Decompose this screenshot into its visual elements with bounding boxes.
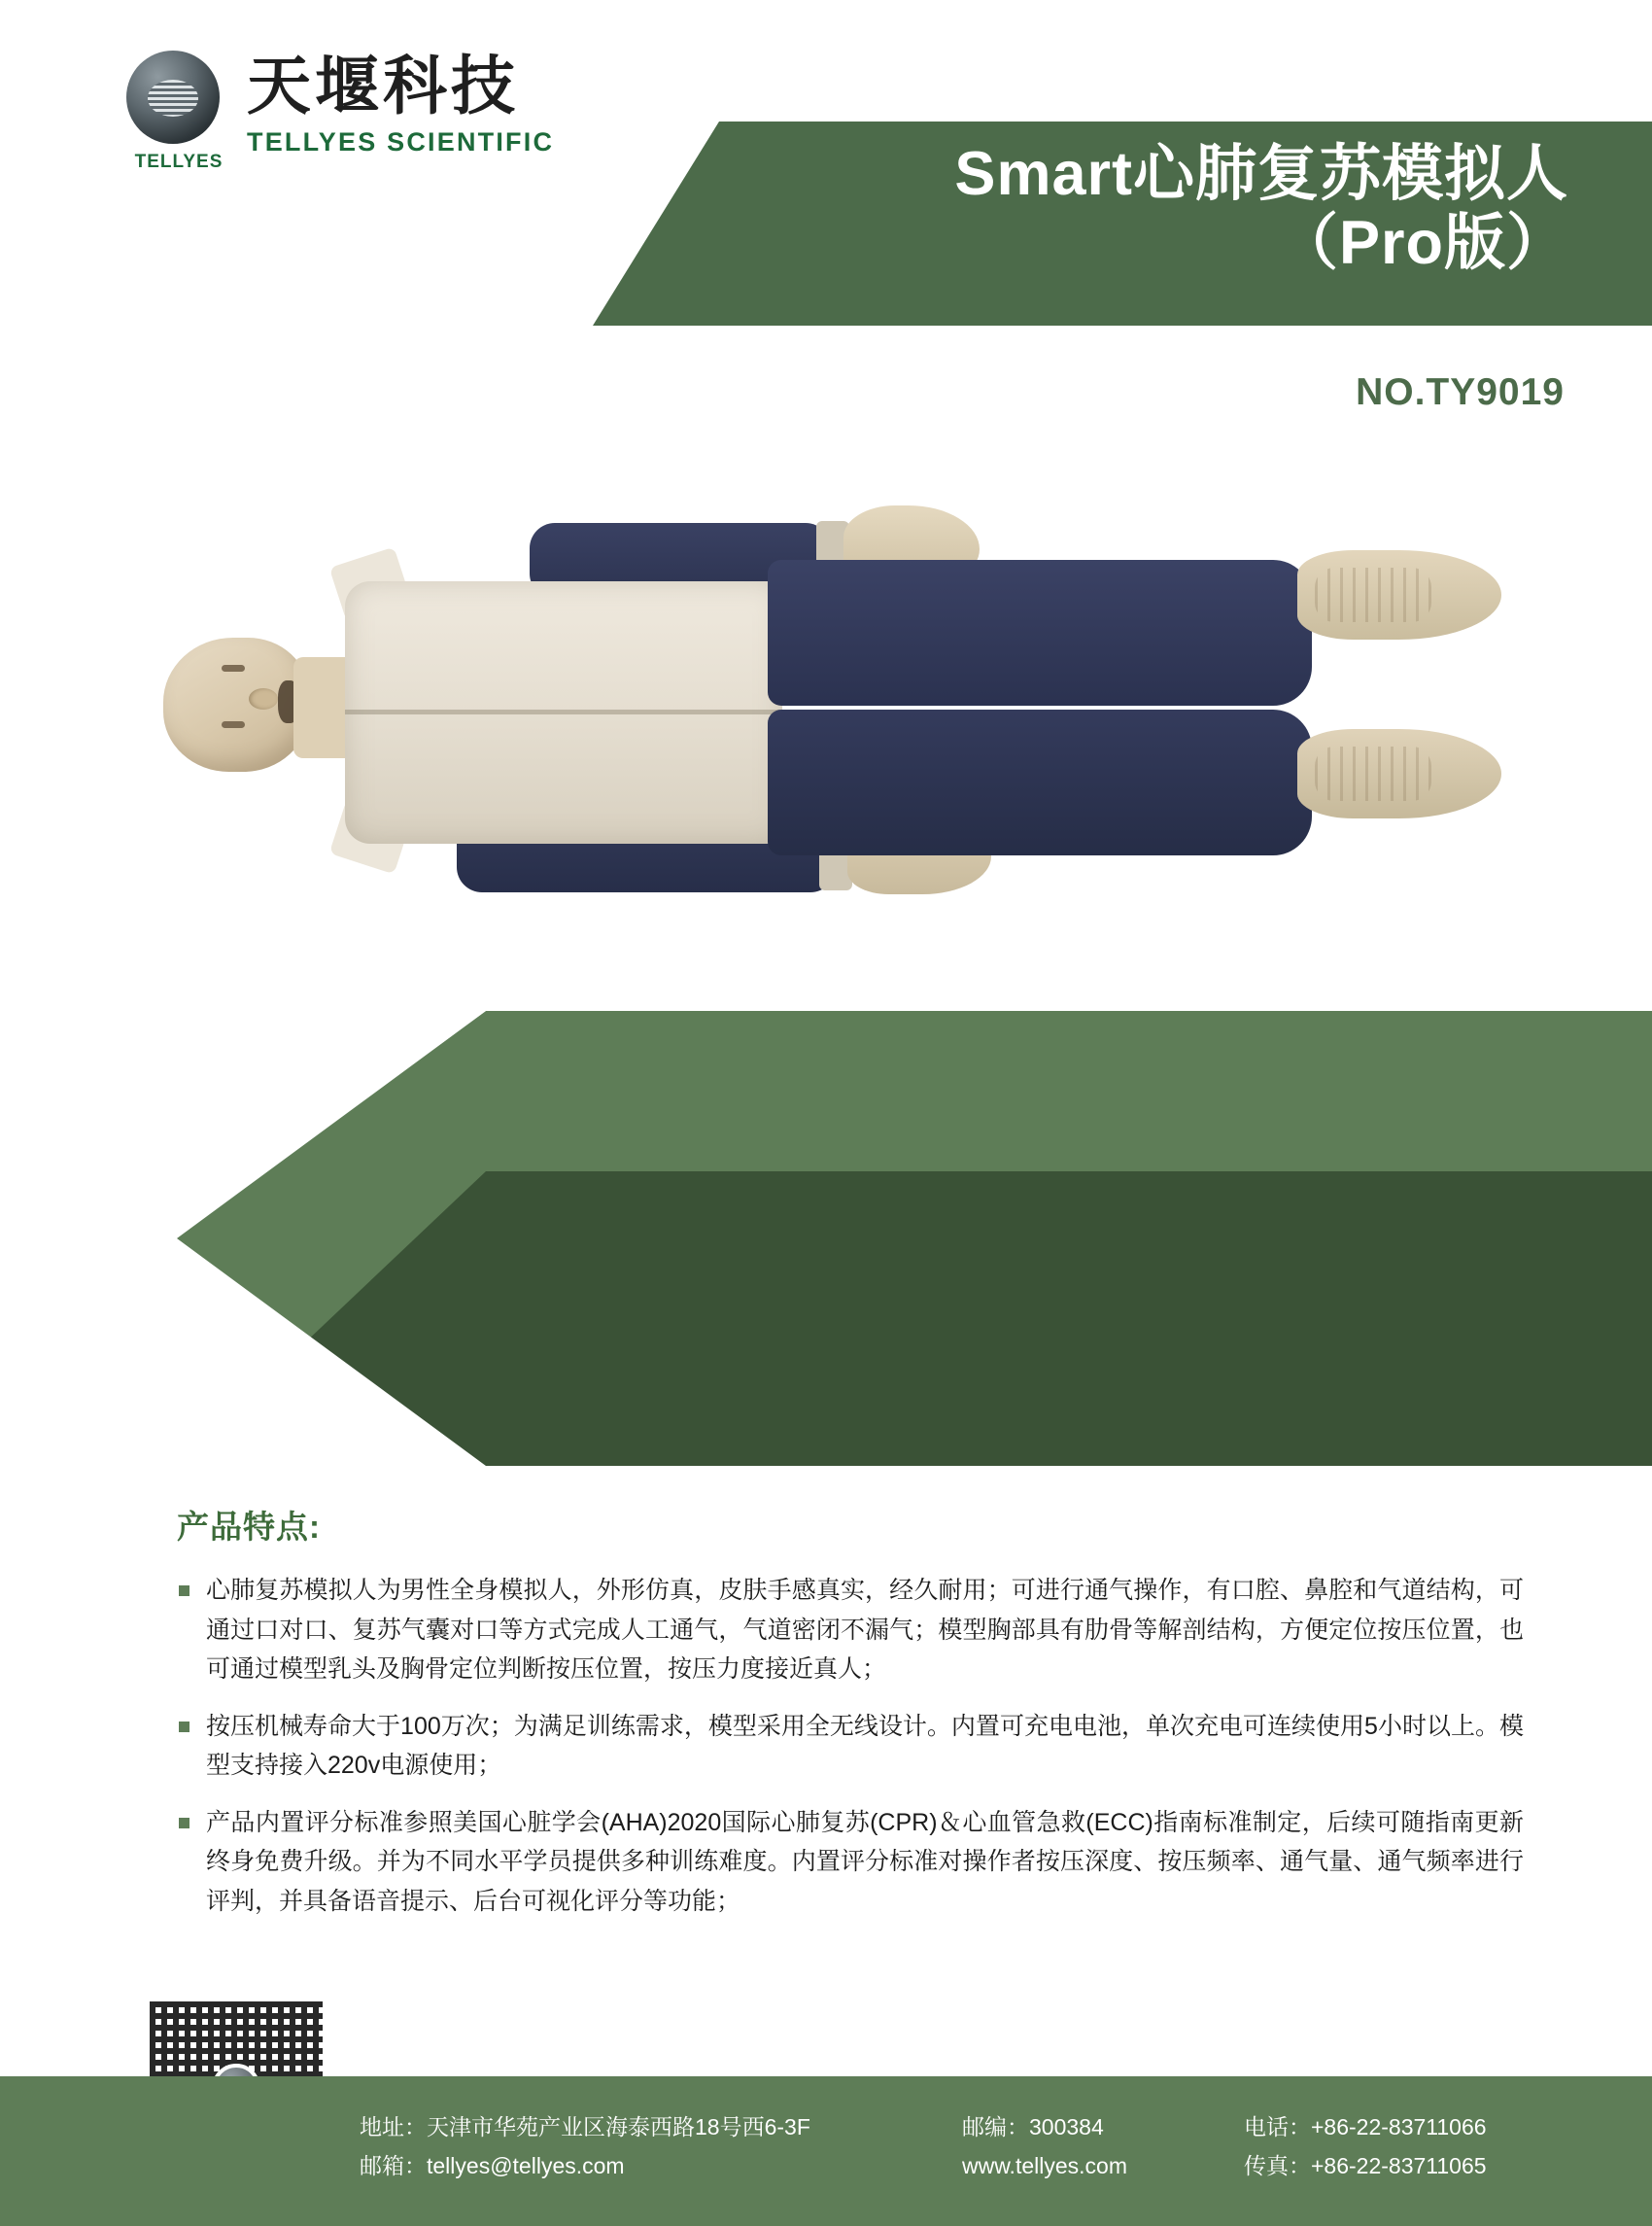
feature-text: 产品内置评分标准参照美国心脏学会(AHA)2020国际心肺复苏(CPR)＆心血管急救(ECC)指南标准制定，后续可随指南更新终身免费升级。并为不同水平学员提供多种训练难度。内置评分标准对操作者按压深度、按压频率、通气量、通气频率进行评判，并具备语音提示、后台可视化评分等功能； — [206, 1808, 1524, 1915]
manikin-foot-top — [1297, 550, 1501, 640]
product-title-line2: （Pro版） — [1276, 209, 1568, 278]
footer-zip-column — [962, 2107, 1244, 2186]
feature-list-item — [177, 1803, 1524, 1922]
page-header — [0, 0, 1652, 413]
feature-list-item — [177, 1707, 1524, 1786]
manikin-leg-bottom — [768, 710, 1312, 855]
company-name-cn: 天堰科技 — [247, 50, 519, 122]
footer-website[interactable]: www.tellyes.com — [962, 2153, 1127, 2179]
tellyes-sphere-logo-icon — [124, 51, 225, 172]
feature-text: 按压机械寿命大于100万次；为满足训练需求，模型采用全无线设计。内置可充电电池，单次充电可连续使用5小时以上。模型支持接入220v电源使用； — [206, 1712, 1524, 1779]
manikin-jacket — [345, 581, 782, 844]
product-photo — [0, 457, 1652, 1001]
product-title — [593, 122, 1652, 326]
footer-telephone: 电话：+86-22-83711066 — [1244, 2114, 1487, 2139]
cpr-manikin-illustration — [146, 467, 1535, 991]
bullet-square-icon — [179, 1722, 189, 1732]
product-title-line1: Smart心肺复苏模拟人 — [954, 140, 1568, 208]
features-heading: 产品特点: — [177, 1509, 321, 1545]
manikin-eye-right — [222, 721, 245, 728]
feature-list-item — [177, 1571, 1524, 1689]
feature-text: 心肺复苏模拟人为男性全身模拟人，外形仿真，皮肤手感真实，经久耐用；可进行通气操作，有口腔、鼻腔和气道结构，可通过口对口、复苏气囊对口等方式完成人工通气，气道密闭不漏气；模型胸部具有肋骨等解剖结构，方便定位按压位置，也可通过模型乳头及胸骨定位判断按压位置，按压力度接近真人； — [206, 1577, 1524, 1683]
features-list — [0, 1571, 1652, 1921]
brand-logo — [124, 50, 555, 172]
footer-email[interactable]: 邮箱：tellyes@tellyes.com — [360, 2153, 625, 2179]
footer-fax: 传真：+86-22-83711065 — [1244, 2153, 1487, 2179]
footer-address: 地址：天津市华苑产业区海泰西路18号西6-3F — [360, 2114, 810, 2139]
manikin-nose — [249, 688, 278, 710]
company-name-en: TELLYES SCIENTIFIC — [247, 127, 555, 157]
features-section — [0, 1502, 1652, 1938]
bullet-square-icon — [179, 1585, 189, 1596]
footer-contact — [360, 2107, 1594, 2186]
model-number: NO.TY9019 — [1356, 371, 1565, 413]
footer-zip: 邮编：300384 — [962, 2114, 1104, 2139]
manikin-head — [163, 638, 309, 772]
bullet-square-icon — [179, 1818, 189, 1828]
logo-wordmark: TELLYES — [134, 152, 224, 172]
sphere-shape — [126, 51, 220, 144]
manikin-eye-left — [222, 665, 245, 672]
footer-address-column — [360, 2107, 962, 2186]
manikin-foot-bottom — [1297, 729, 1501, 818]
manikin-leg-top — [768, 560, 1312, 706]
footer-tel-column — [1244, 2107, 1574, 2186]
brand-text — [247, 51, 554, 157]
